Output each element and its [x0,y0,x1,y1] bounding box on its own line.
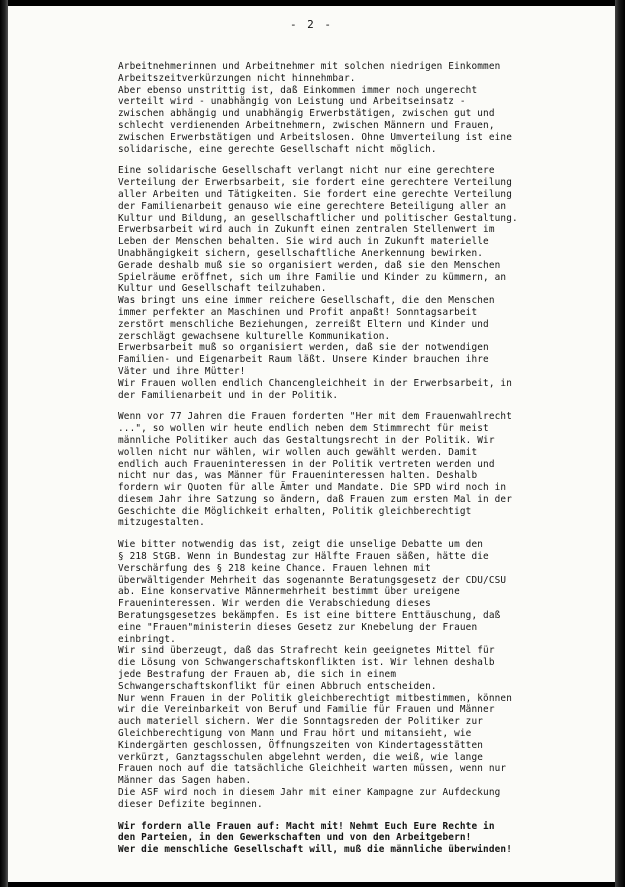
text-line: Erwerbsarbeit muß so organisiert werden, daß sie der notwendigen [118,342,489,354]
text-line: Verteilung der Erwerbsarbeit, sie fordert eine gerechtere Verteilung [118,177,513,189]
text-line: diesem Jahr ihre Satzung so ändern, daß Frauen zum ersten Mal in der [118,493,513,505]
text-line: Wir fordern alle Frauen auf: Macht mit! Nehmt Euch Eure Rechte in [118,820,495,832]
text-line: Verschärfung des § 218 keine Chance. Frauen lehnen mit [118,562,431,574]
text-line: Unabhängigkeit sichern, gesellschaftliche Anerkennung bewirken. [118,247,484,259]
text-line: Wie bitter notwendig das ist, zeigt die unselige Debatte um den [118,539,484,551]
text-line: ...", so wollen wir heute endlich neben dem Stimmrecht für meist [118,423,489,435]
text-line: Gerade deshalb muß sie so organisiert werden, daß sie den Menschen [118,259,501,271]
text-line: zerschlägt gewachsene kulturelle Kommunikation. [118,330,391,342]
text-line: Spielräume eröffnet, sich um ihre Familie und Kinder zu kümmern, an [118,271,507,283]
text-line: Familien- und Eigenarbeit Raum läßt. Unsere Kinder brauchen ihre [118,354,489,366]
text-line: solidarische, eine gerechte Gesellschaft nicht möglich. [118,143,437,155]
text-line: Schwangerschaftskonflikt für einen Abbruch entscheiden. [118,680,437,692]
paragraph [118,539,534,810]
text-line: Wir Frauen wollen endlich Chancengleichheit in der Erwerbsarbeit, in [118,377,513,389]
text-line: Männer das Sagen haben. [118,775,252,787]
text-line: immer perfekter an Maschinen und Profit anpaßt! Sonntagsarbeit [118,306,478,318]
text-line: der Familienarbeit genauso wie eine gerechtere Beteiligung aller an [118,200,507,212]
text-line: einbringt. [118,633,176,645]
text-line: wollen nicht nur wählen, wir wollen auch gewählt werden. Damit [118,446,478,458]
text-line: zwischen Erwerbstätigen und Arbeitslosen. Ohne Umverteilung ist eine [118,131,513,143]
text-line: überwältigender Mehrheit das sogenannte Beratungsgesetz der CDU/CSU [118,574,507,586]
text-line: Wer die menschliche Gesellschaft will, muß die männliche überwinden! [118,844,513,856]
text-line: männliche Politiker auch das Gestaltungsrecht in der Politik. Wir [118,434,495,446]
text-line: endlich auch Fraueninteressen in der Politik vertreten werden und [118,458,495,470]
text-line: Gleichberechtigung von Mann und Frau hört und mitansieht, wie [118,728,472,740]
text-line: verkürzt, Ganztagsschulen abgelehnt werden, die weiß, wie lange [118,751,484,763]
page-number: - 2 - [289,18,334,31]
text-line: jede Bestrafung der Frauen ab, die sich in einem [118,669,397,681]
text-line: Nur wenn Frauen in der Politik gleichberechtigt mitbestimmen, können [118,692,513,704]
text-line: Aber ebenso unstrittig ist, daß Einkommen immer noch ungerecht [118,84,478,96]
text-line: nicht nur das, was Männer für Fraueninteressen halten. Deshalb [118,470,478,482]
text-line: fordern wir Quoten für alle Ämter und Mandate. Die SPD wird noch in [118,482,507,494]
text-line: Geschichte die Möglichkeit erhalten, Politik gleichberechtigt [118,505,472,517]
text-line: Frauen noch auf die tatsächliche Gleichheit warten müssen, wenn nur [118,763,507,775]
text-line: mitzugestalten. [118,517,205,529]
text-line: § 218 StGB. Wenn in Bundestag zur Hälfte Frauen säßen, hätte die [118,551,489,563]
text-line: zwischen abhängig und unabhängig Erwerbstätigen, zwischen gut und [118,108,495,120]
text-line: schlecht verdienenden Arbeitnehmern, zwischen Männern und Frauen, [118,119,495,131]
text-line: Leben der Menschen behalten. Sie wird auch in Zukunft materielle [118,236,489,248]
text-line: den Parteien, in den Gewerkschaften und von den Arbeitgebern! [118,832,472,844]
text-line: Was bringt uns eine immer reichere Gesellschaft, die den Menschen [118,295,495,307]
paragraph [118,821,534,856]
document-page [8,6,615,882]
text-line: die Lösung von Schwangerschaftskonflikten ist. Wir lehnen deshalb [118,657,495,669]
text-line: der Familienarbeit und in der Politik. [118,389,339,401]
text-line: Beratungsgesetzes bekämpfen. Es ist eine bittere Enttäuschung, daß [118,610,501,622]
text-line: Eine solidarische Gesellschaft verlangt nicht nur eine gerechtere [118,165,495,177]
paragraph [118,61,534,155]
text-line: dieser Defizite beginnen. [118,798,263,810]
text-line: Die ASF wird noch in diesem Jahr mit einer Kampagne zur Aufdeckung [118,787,501,799]
paragraph [118,165,534,401]
text-line: verteilt wird - unabhängig von Leistung und Arbeitseinsatz - [118,96,466,108]
text-line: aller Arbeiten und Tätigkeiten. Sie fordert eine gerechte Verteilung [118,188,513,200]
text-line: Väter und ihre Mütter! [118,365,246,377]
text-line: Arbeitnehmerinnen und Arbeitnehmer mit solchen niedrigen Einkommen [118,61,501,72]
text-line: auch materiell sichern. Wer die Sonntagsreden der Politiker zur [118,716,484,728]
text-line: Kultur und Bildung, an gesellschaftlicher und politischer Gestaltung. [118,212,518,224]
text-line: Arbeitszeitverkürzungen nicht hinnehmbar. [118,72,356,84]
text-line: wir die Vereinbarkeit von Beruf und Familie für Frauen und Männer [118,704,495,716]
text-line: Kultur und Gesellschaft teilzuhaben. [118,283,327,295]
paragraph [118,411,534,529]
text-line: Fraueninteressen. Wir werden die Verabschiedung dieses [118,598,431,610]
scan-border-right [615,0,625,887]
text-line: Wir sind überzeugt, daß das Strafrecht kein geeignetes Mittel für [118,645,495,657]
text-line: ab. Eine konservative Männermehrheit bestimmt über ureigene [118,586,460,598]
text-line: Wenn vor 77 Jahren die Frauen forderten "Her mit dem Frauenwahlrecht [118,411,513,423]
scan-border-left [0,0,8,887]
text-line: zerstört menschliche Beziehungen, zerreißt Eltern und Kinder und [118,318,489,330]
text-line: Erwerbsarbeit wird auch in Zukunft einen zentralen Stellenwert im [118,224,495,236]
document-body [118,61,534,866]
text-line: eine "Frauen"ministerin dieses Gesetz zur Knebelung der Frauen [118,621,478,633]
text-line: Kindergärten geschlossen, Öffnungszeiten von Kindertagesstätten [118,739,484,751]
